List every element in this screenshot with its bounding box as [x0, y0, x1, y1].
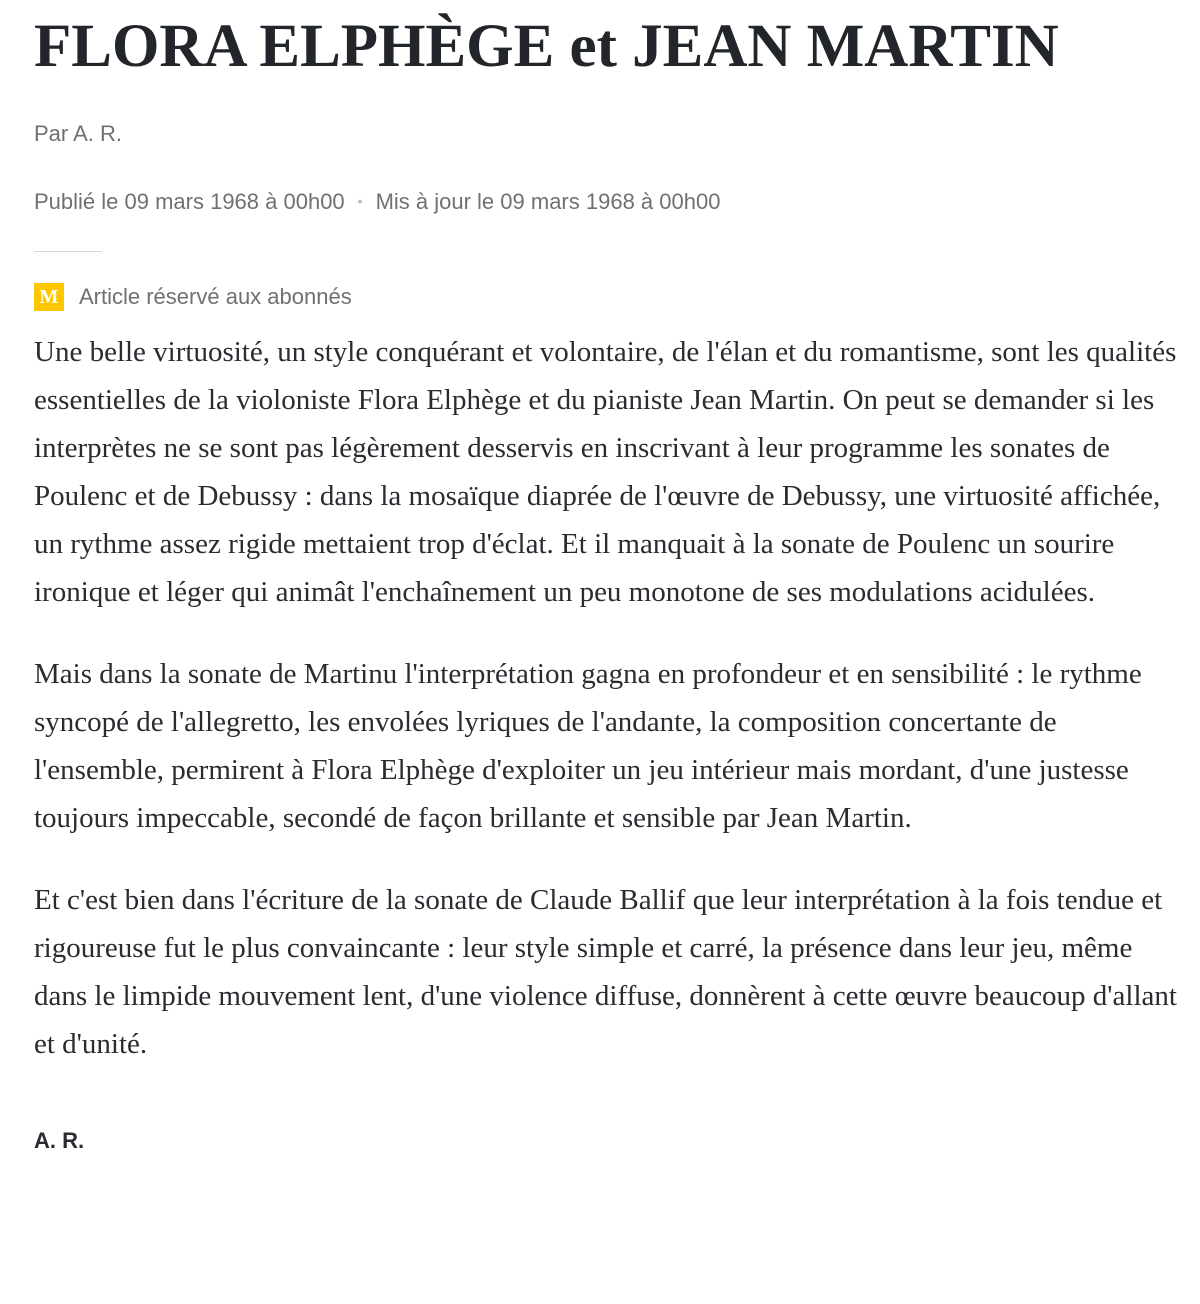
subscriber-label: Article réservé aux abonnés	[79, 284, 352, 309]
published-date: Publié le 09 mars 1968 à 00h00	[34, 189, 345, 214]
subscriber-badge	[34, 283, 1184, 311]
article-author[interactable]: Par A. R.	[34, 121, 123, 146]
divider	[34, 251, 102, 252]
le-monde-premium-icon: M	[34, 283, 64, 311]
article-dates	[34, 191, 1184, 213]
date-separator: •	[357, 193, 363, 209]
updated-date: Mis à jour le 09 mars 1968 à 00h00	[375, 189, 721, 214]
paragraph-2: Mais dans la sonate de Martinu l'interprétation gagna en profondeur et en sensibilité : le rythme syncopé de l'allegretto, les envolées lyriques de l'andante, la composition concertante de l'ensemble, permirent à Flora Elphège d'exploiter un jeu intérieur mais mordant, d'une justesse toujours impeccable, secondé de façon brillante et sensible par Jean Martin.	[34, 658, 1142, 834]
paragraph-1: Une belle virtuosité, un style conquérant et volontaire, de l'élan et du romantisme, sont les qualités essentielles de la violoniste Flora Elphège et du pianiste Jean Martin. On peut se demander si les interprètes ne se sont pas légèrement desservis en inscrivant à leur programme les sonates de Poulenc et de Debussy : dans la mosaïque diaprée de l'œuvre de Debussy, une virtuosité affichée, un rythme assez rigide mettaient trop d'éclat. Et il manquait à la sonate de Poulenc un sourire ironique et léger qui animât l'enchaînement un peu monotone de ses modulations acidulées.	[34, 336, 1177, 608]
article-title: FLORA ELPHÈGE et JEAN MARTIN	[34, 13, 1059, 80]
article-signature: A. R.	[34, 1128, 85, 1153]
paragraph-3: Et c'est bien dans l'écriture de la sonate de Claude Ballif que leur interprétation à la fois tendue et rigoureuse fut le plus convaincante : leur style simple et carré, la présence dans leur jeu, même dans le limpide mouvement lent, d'une violence diffuse, donnèrent à cette œuvre beaucoup d'allant et d'unité.	[34, 884, 1177, 1060]
article-body	[34, 328, 1184, 1068]
article	[34, 0, 1184, 1152]
